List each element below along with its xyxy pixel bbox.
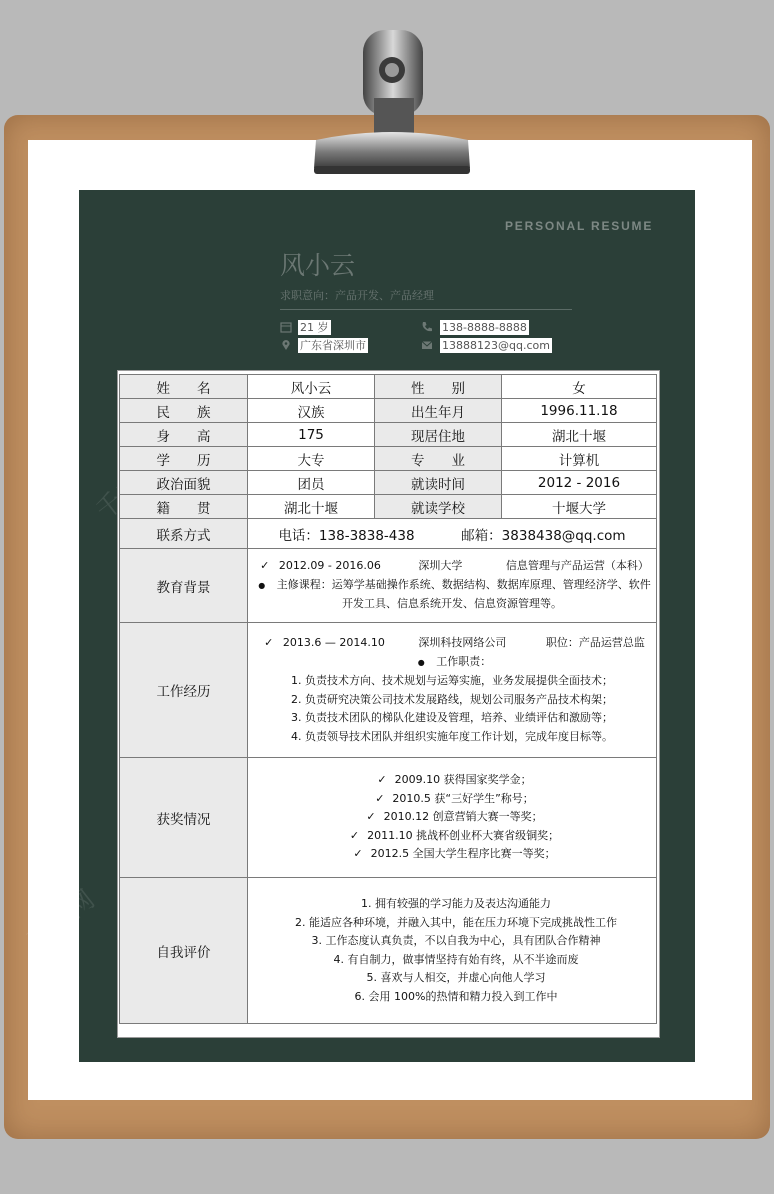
award-text: 2011.10 挑战杯创业杯大赛省级铜奖； (367, 828, 560, 842)
field-value: 汉族 (248, 399, 375, 423)
job-intent: 求职意向：产品开发、产品经理 (280, 289, 434, 302)
work-duty: 4. 负责领导技术团队并组织实施年度工作计划，完成年度目标等。 (291, 729, 613, 743)
award-item (252, 790, 652, 809)
basic-info-row (120, 447, 657, 471)
award-item (252, 771, 652, 790)
self-eval-item: 5. 喜欢与人相交，并虚心向他人学习 (366, 971, 546, 984)
awards-label: 获奖情况 (120, 758, 248, 878)
education-courses-text: 主修课程：运筹学基础操作系统、数据结构、数据库原理、管理经济学、软件 (276, 577, 651, 591)
check-icon: ✓ (353, 847, 363, 861)
education-line (252, 557, 652, 576)
award-text: 2010.12 创意营销大赛一等奖； (383, 810, 543, 824)
resume-table (119, 374, 657, 1024)
work-content (248, 623, 657, 758)
field-label: 专 业 (375, 447, 502, 471)
award-text: 2012.5 全国大学生程序比赛一等奖； (370, 847, 556, 861)
field-label: 身 高 (120, 423, 248, 447)
field-value: 十堰大学 (502, 495, 657, 519)
field-value: 大专 (248, 447, 375, 471)
basic-info-row (120, 495, 657, 519)
self-eval-label: 自我评价 (120, 878, 248, 1024)
contact-label: 联系方式 (120, 519, 248, 549)
work-position: 职位：产品运营总监 (545, 636, 645, 649)
education-label: 教育背景 (120, 549, 248, 623)
work-duty: 3. 负责技术团队的梯队化建设及管理，培养、业绩评估和激励等； (291, 711, 613, 724)
education-content (248, 549, 657, 623)
bullet-icon: ● (258, 580, 266, 590)
field-value: 团员 (248, 471, 375, 495)
check-icon: ✓ (260, 559, 270, 573)
field-label: 民 族 (120, 399, 248, 423)
education-courses (252, 576, 652, 596)
mail-icon (421, 339, 433, 351)
awards-content (248, 758, 657, 878)
work-company: 深圳科技网络公司 (418, 636, 507, 649)
location-value: 广东省深圳市 (300, 339, 366, 352)
education-school: 深圳大学 (418, 559, 463, 573)
contact-phone: 电话：138-3838-438 (278, 527, 415, 544)
basic-info-row (120, 375, 657, 399)
field-label: 学 历 (120, 447, 248, 471)
field-value: 1996.11.18 (502, 399, 657, 423)
work-label: 工作经历 (120, 623, 248, 758)
email-value: 13888123@qq.com (442, 339, 550, 352)
check-icon: ✓ (377, 773, 387, 787)
education-major: 信息管理与产品运营（本科） (505, 559, 649, 573)
field-label: 籍 贯 (120, 495, 248, 519)
check-icon: ✓ (375, 791, 385, 805)
field-value: 2012 - 2016 (502, 471, 657, 495)
award-text: 2009.10 获得国家奖学金； (394, 773, 532, 787)
education-courses-cont: 开发工具、信息系统开发、信息资源管理等。 (342, 597, 562, 611)
personal-resume-heading: PERSONAL RESUME (505, 219, 654, 233)
field-label: 姓 名 (120, 375, 248, 399)
field-value: 风小云 (248, 375, 375, 399)
self-eval-item: 3. 工作态度认真负责，不以自我为中心，具有团队合作精神 (311, 934, 601, 947)
self-eval-item: 6. 会用 100%的热情和精力投入到工作中 (354, 989, 558, 1003)
self-eval-item: 4. 有自制力，做事情坚持有始有终，从不半途而废 (333, 952, 579, 966)
field-value: 女 (502, 375, 657, 399)
check-icon: ✓ (366, 810, 376, 824)
self-eval-item: 2. 能适应各种环境，并融入其中，能在压力环境下完成挑战性工作 (295, 915, 617, 929)
field-label: 政治面貌 (120, 471, 248, 495)
education-date: 2012.09 - 2016.06 (278, 559, 381, 573)
basic-info-row (120, 423, 657, 447)
field-label: 就读学校 (375, 495, 502, 519)
work-duty: 1. 负责技术方向、技术规划与运筹实施，业务发展提供全面技术； (291, 674, 613, 687)
field-label: 现居住地 (375, 423, 502, 447)
award-item (252, 808, 652, 827)
field-value: 175 (248, 423, 375, 447)
work-line (252, 634, 652, 653)
work-duty-title-text: 工作职责： (436, 654, 492, 668)
award-item (252, 827, 652, 846)
work-duty: 2. 负责研究决策公司技术发展路线，规划公司服务产品技术构架； (291, 692, 613, 706)
field-label: 性 别 (375, 375, 502, 399)
field-value: 湖北十堰 (502, 423, 657, 447)
field-label: 就读时间 (375, 471, 502, 495)
field-label: 出生年月 (375, 399, 502, 423)
bullet-icon: ● (417, 657, 425, 667)
contact-email: 邮箱：3838438@qq.com (461, 527, 626, 544)
candidate-name: 风小云 (280, 251, 356, 280)
self-eval-item: 1. 拥有较强的学习能力及表达沟通能力 (361, 897, 551, 910)
basic-info-row (120, 399, 657, 423)
contact-cell (248, 519, 657, 549)
phone-icon (421, 321, 433, 333)
award-item (252, 845, 652, 864)
field-value: 计算机 (502, 447, 657, 471)
age-value: 21 岁 (300, 321, 329, 334)
field-value: 湖北十堰 (248, 495, 375, 519)
binder-clip-icon (308, 28, 476, 178)
work-duty-title (252, 653, 652, 673)
work-date: 2013.6 — 2014.10 (282, 636, 385, 649)
self-eval-content (248, 878, 657, 1024)
phone-value: 138-8888-8888 (442, 321, 527, 334)
pin-icon (280, 339, 292, 351)
header-divider (280, 309, 572, 310)
basic-info-row (120, 471, 657, 495)
check-icon: ✓ (349, 828, 360, 842)
check-icon: ✓ (264, 636, 274, 649)
award-text: 2010.5 获“三好学生”称号； (392, 791, 534, 805)
calendar-icon (280, 321, 292, 333)
